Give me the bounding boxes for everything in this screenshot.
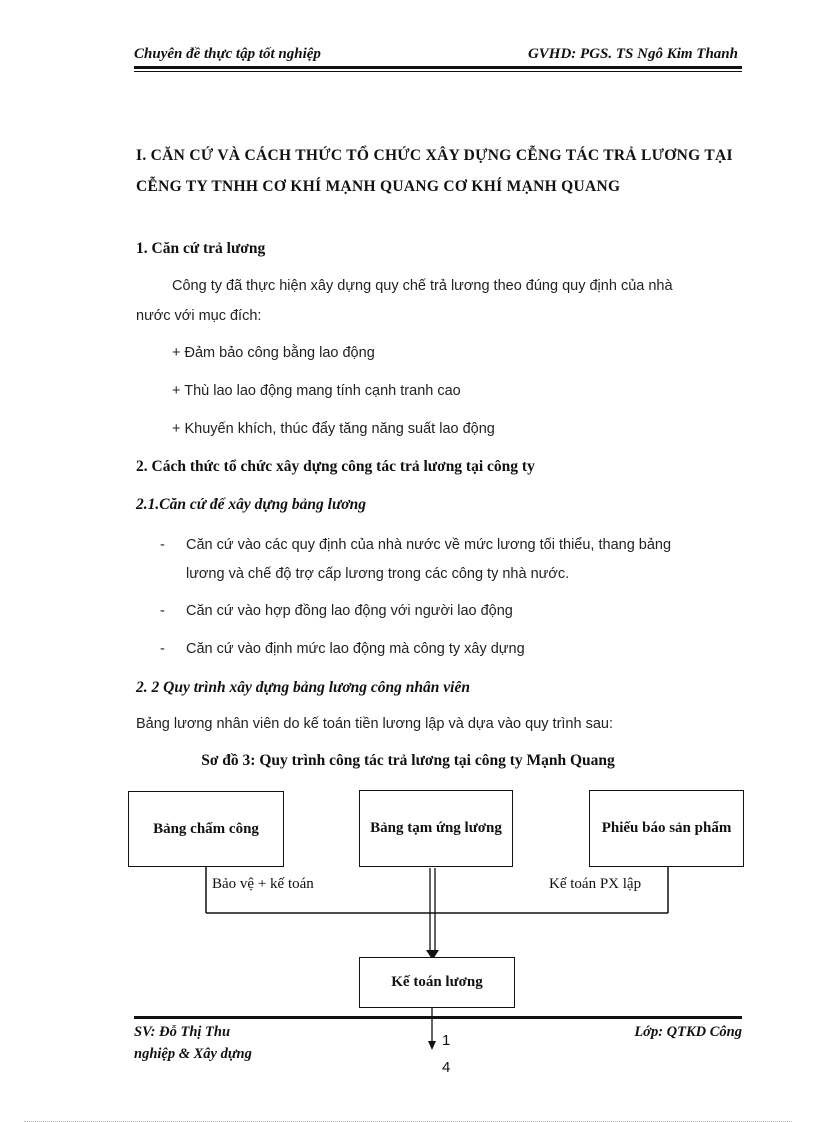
box-accountant-label: Kế toán lương [391, 974, 483, 990]
label-right: Kế toán PX lập [549, 876, 642, 892]
bullet-marker: - [160, 537, 165, 553]
box-accountant [359, 957, 515, 1008]
box-product-label: Phiếu báo sản phẩm [601, 820, 732, 836]
bullet-item-cont: lương và chế độ trợ cấp lương trong các công ty nhà nước. [186, 566, 570, 582]
heading-1: 1. Căn cứ trả lương [136, 240, 266, 257]
bullet-marker: - [160, 603, 165, 619]
bullet-marker: - [160, 641, 165, 657]
arrow-out-head [428, 1041, 436, 1050]
diagram-caption: Sơ đồ 3: Quy trình công tác trả lương tại công ty Mạnh Quang [201, 752, 615, 769]
footer-student: SV: Đỗ Thị Thu [134, 1024, 231, 1040]
page-edge-divider [24, 1121, 792, 1122]
list-item: + Khuyến khích, thúc đẩy tăng năng suất lao động [172, 421, 495, 437]
footer-class: Lớp: QTKD Công [634, 1024, 742, 1040]
bullet-item: Căn cứ vào hợp đồng lao động với người lao động [186, 603, 513, 619]
footer-class-cont: nghiệp & Xây dựng [134, 1046, 252, 1062]
list-item: + Đảm bảo công bằng lao động [172, 345, 375, 361]
box-advance [359, 790, 513, 867]
heading-2-1: 2.1.Căn cứ để xây dựng bảng lương [136, 496, 366, 513]
paragraph-1-cont: nước với mục đích: [136, 308, 262, 324]
list-item: + Thù lao lao động mang tính cạnh tranh cao [172, 383, 461, 399]
box-timesheet-label: Bảng chấm công [153, 820, 259, 837]
box-product [589, 790, 744, 867]
bullet-item: Căn cứ vào định mức lao động mà công ty xây dựng [186, 641, 525, 657]
heading-2-2: 2. 2 Quy trình xây dựng bảng lương công nhân viên [136, 679, 470, 696]
paragraph-1: Công ty đã thực hiện xây dựng quy chế trả lương theo đúng quy định của nhà [172, 278, 673, 294]
box-advance-label: Bảng tạm ứng lương [370, 820, 502, 836]
heading-2: 2. Cách thức tổ chức xây dựng công tác trả lương tại công ty [136, 458, 535, 475]
header-left: Chuyên đề thực tập tốt nghiệp [134, 46, 321, 62]
header-rule [134, 66, 742, 69]
header-right: GVHD: PGS. TS Ngô Kim Thanh [527, 46, 738, 62]
header-rule-thin [134, 71, 742, 72]
page-number: 14 [442, 1032, 451, 1076]
box-timesheet [128, 791, 284, 867]
bullet-item: Căn cứ vào các quy định của nhà nước về mức lương tối thiểu, thang bảng [186, 537, 672, 553]
paragraph-2: Bảng lương nhân viên do kế toán tiền lương lập và dựa vào quy trình sau: [136, 716, 613, 732]
label-left: Bảo vệ + kế toán [212, 876, 314, 892]
section-title: I. CĂN CỨ VÀ CÁCH THỨC TỔ CHỨC XÂY DỰNG CỄNG TÁC TRẢ LƯƠNG TẠI CỄNG TY TNHH CƠ KHÍ MẠNH QUANG CƠ KHÍ MẠNH QUANG [136, 147, 733, 195]
footer-rule [134, 1016, 742, 1019]
